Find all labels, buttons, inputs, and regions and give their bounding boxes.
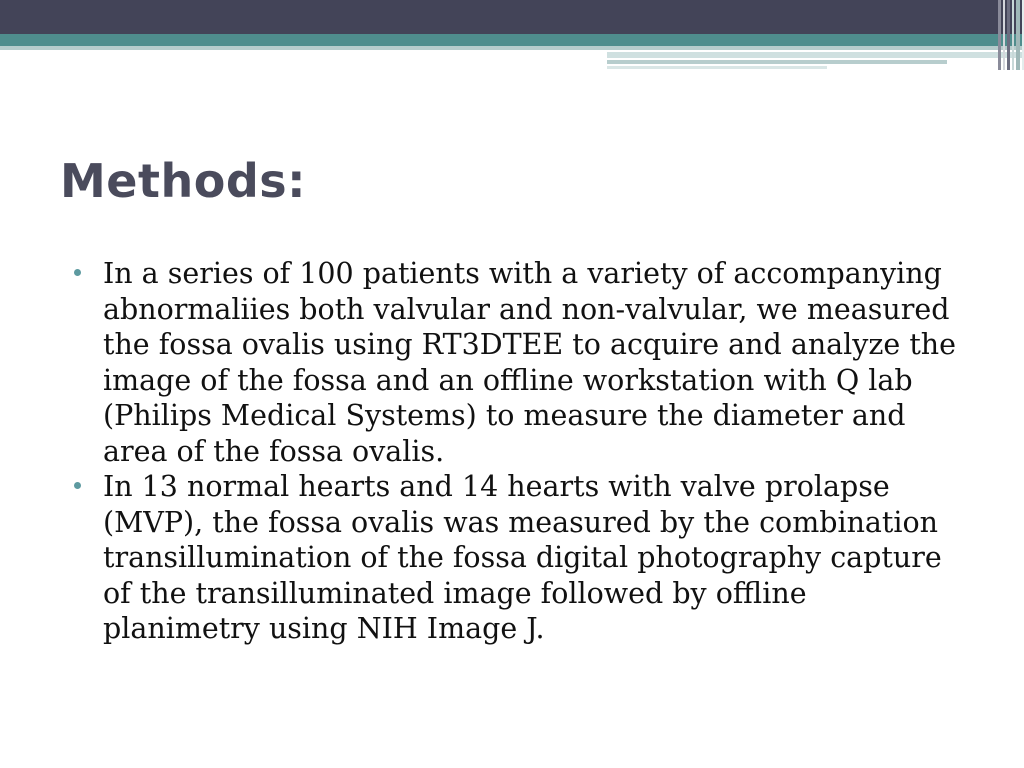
header-band-teal: [0, 34, 1024, 46]
bullet-item: [70, 469, 960, 647]
bullet-text: In a series of 100 patients with a variety of accompanying abnormaliies both valvular and non-valvular, we measured the fossa ovalis using RT3DTEE to acquire and analyze the image of the fossa and an offline workstation with Q lab (Philips Medical Systems) to measure the diameter and area of the fossa ovalis.: [103, 257, 956, 468]
header-accent-strip: [607, 66, 827, 69]
header-accent-strip: [607, 60, 947, 64]
bullet-text: In 13 normal hearts and 14 hearts with valve prolapse (MVP), the fossa ovalis was measured by the combination transillumination of the fossa digital photography capture of the transilluminated image followed by offline planimetry using NIH Image J.: [103, 470, 942, 645]
bullet-list: [70, 256, 960, 647]
bullet-marker: [74, 482, 81, 489]
header-band-light: [0, 46, 1024, 50]
bullet-marker: [74, 269, 81, 276]
header-band-dark: [0, 0, 1024, 34]
header-accent-strip: [607, 52, 1024, 58]
bullet-item: [70, 256, 960, 469]
header-vertical-bars: [992, 0, 1024, 70]
slide-title: Methods:: [60, 154, 307, 208]
